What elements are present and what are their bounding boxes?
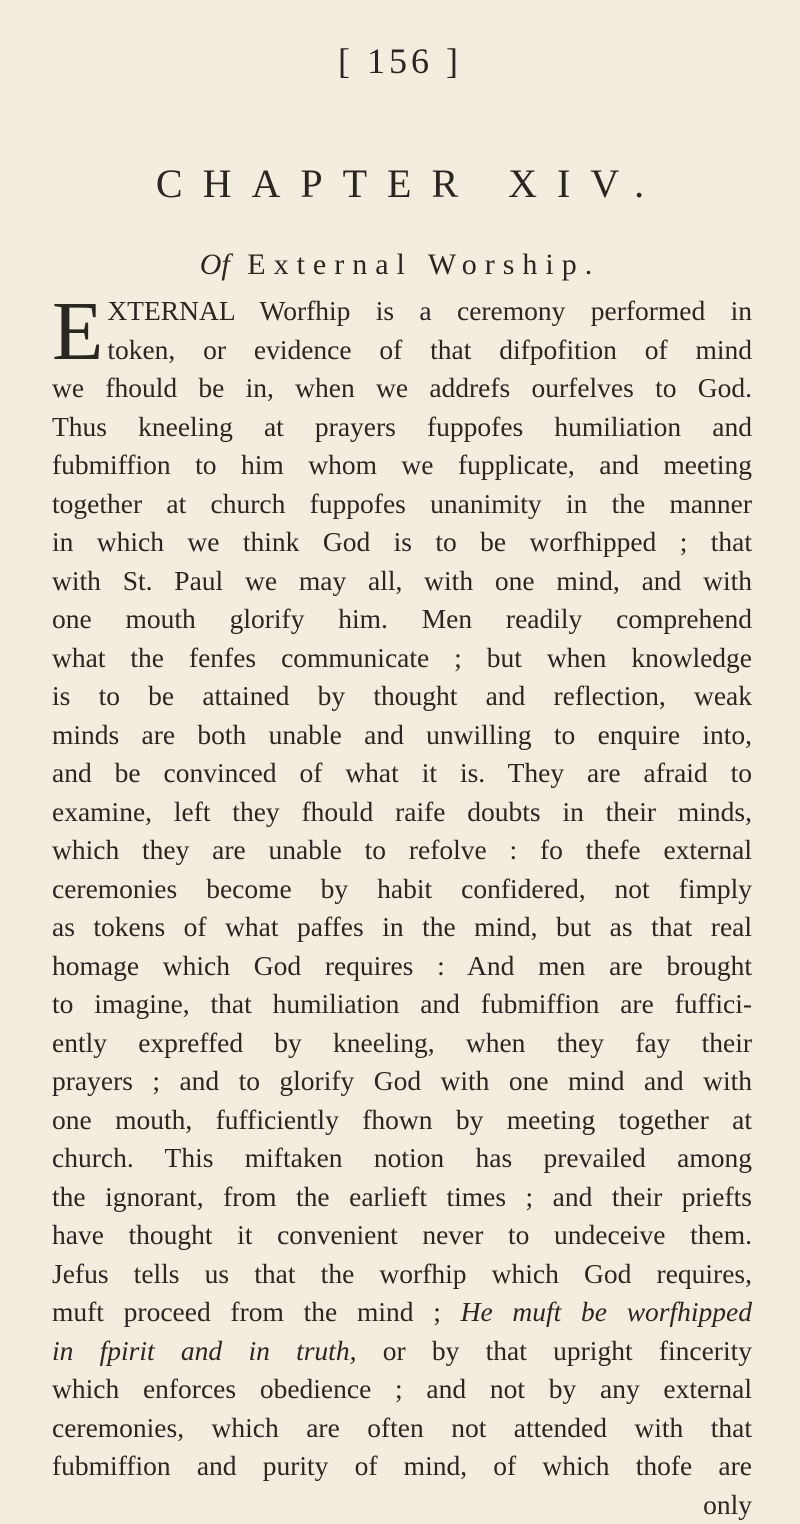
text-line: ently expreffed by kneeling, when they fay their xyxy=(52,1024,752,1063)
chapter-subtitle xyxy=(0,248,800,282)
text-line: in which we think God is to be worfhipped ; that xyxy=(52,523,752,562)
text-line xyxy=(52,1293,752,1332)
text-line: token, or evidence of that difpofition of mind xyxy=(52,331,752,370)
text-line: Jefus tells us that the worfhip which God requires, xyxy=(52,1255,752,1294)
text-line: we fhould be in, when we addrefs ourfelves to God. xyxy=(52,369,752,408)
text-line: church. This miftaken notion has prevailed among xyxy=(52,1139,752,1178)
text-line: one mouth, fufficiently fhown by meeting together at xyxy=(52,1101,752,1140)
text-line: Thus kneeling at prayers fuppofes humiliation and xyxy=(52,408,752,447)
text-line: ceremonies, which are often not attended with that xyxy=(52,1409,752,1448)
text-line: homage which God requires : And men are brought xyxy=(52,947,752,986)
text-line: the ignorant, from the earlieft times ; and their priefts xyxy=(52,1178,752,1217)
text-line: to imagine, that humiliation and fubmiffion are fuffici- xyxy=(52,985,752,1024)
text-line: fubmiffion to him whom we fupplicate, and meeting xyxy=(52,446,752,485)
text-line: together at church fuppofes unanimity in the manner xyxy=(52,485,752,524)
catchword: only xyxy=(52,1486,752,1524)
text-line: have thought it convenient never to undeceive them. xyxy=(52,1216,752,1255)
italic-phrase: in fpirit and in truth, xyxy=(52,1335,356,1366)
text-line: is to be attained by thought and reflection, weak xyxy=(52,677,752,716)
chapter-heading: CHAPTER XIV. xyxy=(0,160,800,207)
text-line xyxy=(52,1332,752,1371)
italic-phrase: He muft be worfhipped xyxy=(461,1296,752,1327)
body-text xyxy=(52,292,752,1524)
text-line: prayers ; and to glorify God with one mind and with xyxy=(52,1062,752,1101)
page-number: [ 156 ] xyxy=(0,40,800,82)
text-line: examine, left they fhould raife doubts in their minds, xyxy=(52,793,752,832)
text-line: one mouth glorify him. Men readily comprehend xyxy=(52,600,752,639)
text-line: what the fenfes communicate ; but when knowledge xyxy=(52,639,752,678)
text-line: which enforces obedience ; and not by any external xyxy=(52,1370,752,1409)
chapter-subtitle-of: Of xyxy=(200,248,230,281)
chapter-subtitle-rest: External Worship. xyxy=(247,248,600,281)
drop-cap: E xyxy=(52,300,103,364)
text-line: minds are both unable and unwilling to enquire into, xyxy=(52,716,752,755)
text-segment: muft proceed from the mind ; xyxy=(52,1296,441,1327)
text-line: fubmiffion and purity of mind, of which thofe are xyxy=(52,1447,752,1486)
text-segment: or by that upright fincerity xyxy=(383,1335,752,1366)
text-line: with St. Paul we may all, with one mind, and with xyxy=(52,562,752,601)
text-line: XTERNAL Worfhip is a ceremony performed in xyxy=(52,292,752,331)
text-line: which they are unable to refolve : fo thefe external xyxy=(52,831,752,870)
text-line: as tokens of what paffes in the mind, but as that real xyxy=(52,908,752,947)
text-line: ceremonies become by habit confidered, not fimply xyxy=(52,870,752,909)
text-line: and be convinced of what it is. They are afraid to xyxy=(52,754,752,793)
